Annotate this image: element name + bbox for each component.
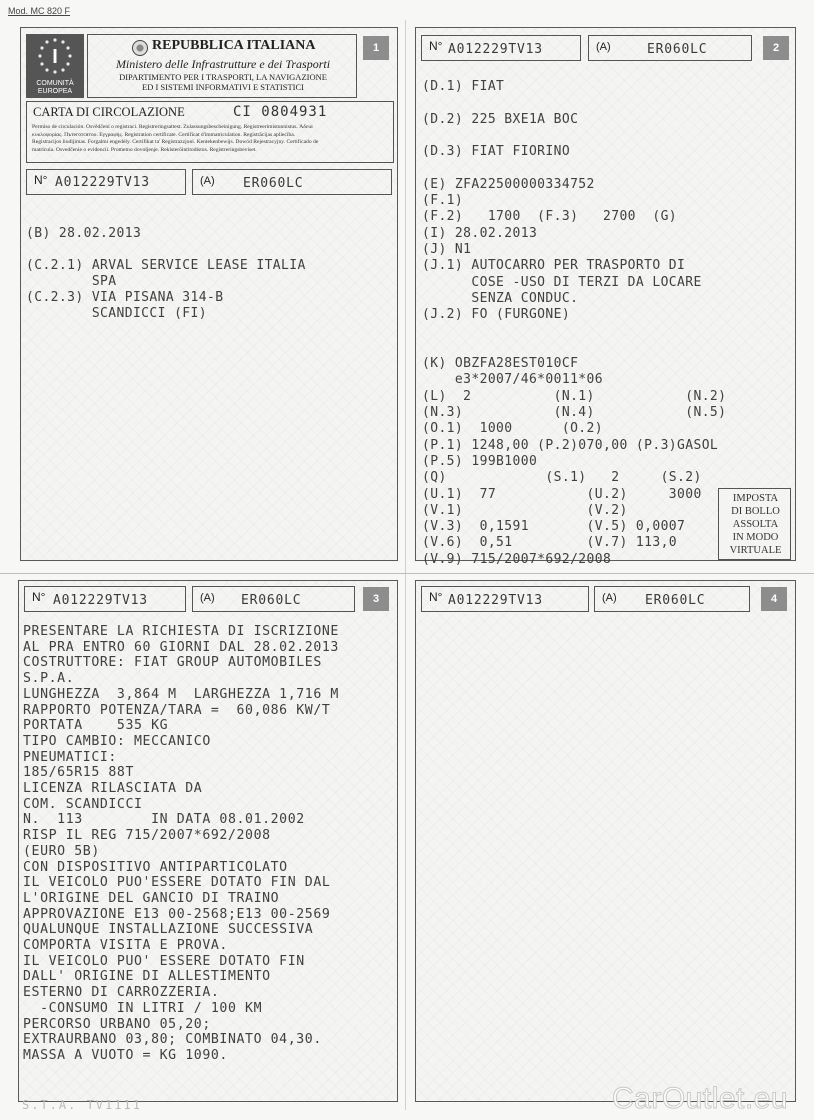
field-line: (C.2.1) ARVAL SERVICE LEASE ITALIA: [26, 258, 306, 273]
page-1: [20, 27, 398, 561]
field-line: e3*2007/46*0011*06: [422, 372, 603, 388]
eu-flag: [26, 34, 84, 98]
registration-number: A012229TV13: [55, 175, 150, 190]
country-letter: I: [52, 46, 58, 68]
carta-label: CARTA DI CIRCOLAZIONE: [33, 105, 185, 119]
translation-line: Registracijos liudijimas. Forgalmi engedély. Certifikat ta' Registrazzjoni. Kentekenbewijs. Dowód Rejestracyjny. Certificado de: [32, 139, 319, 145]
field-line: (D.3) FIAT FIORINO: [422, 144, 571, 160]
watermark: CarOutlet.eu: [612, 1082, 789, 1115]
imposta-line: DI BOLLO: [731, 506, 780, 517]
field-line: (F.2) 1700 (F.3) 2700 (G): [422, 209, 678, 225]
field-line: (J) N1: [422, 242, 472, 257]
fold-line-vertical: [405, 20, 406, 1110]
field-line: EXTRAURBANO 03,80; COMBINATO 04,30.: [23, 1032, 322, 1048]
field-line: N. 113 IN DATA 08.01.2002: [23, 812, 305, 828]
plate-code: ER060LC: [241, 593, 302, 608]
plate-box: [588, 35, 752, 61]
field-line: (P.5) 199B1000: [422, 453, 538, 469]
page-number-2: 2: [763, 36, 789, 60]
imposta-line: IN MODO: [732, 532, 779, 543]
a-label: (A): [200, 592, 215, 604]
plate-code: ER060LC: [243, 176, 304, 191]
field-line: IL VEICOLO PUO'ESSERE DOTATO FIN DAL: [23, 875, 331, 891]
field-line: COSE -USO DI TERZI DA LOCARE: [422, 274, 702, 290]
republic-title: REPUBBLICA ITALIANA: [152, 38, 316, 53]
field-line: (D.2) 225 BXE1A BOC: [422, 111, 579, 127]
field-line: (L) 2 (N.1) (N.2): [422, 388, 727, 404]
field-line: (N.3) (N.4) (N.5): [422, 405, 727, 420]
registration-number: A012229TV13: [53, 593, 148, 608]
field-line: ESTERNO DI CARROZZERIA.: [23, 985, 220, 1001]
ministry-title: Ministero delle Infrastrutture e dei Trasporti: [115, 57, 331, 71]
field-line: -CONSUMO IN LITRI / 100 KM: [23, 1000, 263, 1016]
n-label: N°: [32, 590, 46, 604]
carta-box: [26, 101, 394, 163]
page-number-4: 4: [761, 587, 787, 611]
imposta-line: VIRTUALE: [729, 545, 782, 556]
field-line: (B) 28.02.2013: [26, 226, 142, 241]
field-line: (C.2.3) VIA PISANA 314-B: [26, 290, 224, 305]
field-line: (E) ZFA22500000334752: [422, 176, 595, 192]
field-line: MASSA A VUOTO = KG 1090.: [23, 1047, 228, 1063]
carta-translations: [32, 124, 392, 154]
field-line: SCANDICCI (FI): [26, 306, 207, 321]
registration-number-box: [26, 169, 186, 195]
field-line: PORTATA 535 KG: [23, 718, 169, 734]
plate-box: [192, 586, 355, 612]
eu-label-line2: EUROPEA: [37, 88, 73, 95]
field-line: 185/65R15 88T: [23, 765, 135, 781]
field-line: (V.6) 0,51 (V.7) 113,0: [422, 535, 678, 551]
field-line: (V.3) 0,1591 (V.5) 0,0007: [422, 519, 686, 535]
field-line: LUNGHEZZA 3,864 M LARGHEZZA 1,716 M: [23, 686, 339, 702]
registration-number: A012229TV13: [448, 42, 543, 57]
registration-number-box: [24, 586, 186, 612]
fold-line-horizontal: [0, 573, 814, 574]
plate-box: [192, 169, 392, 195]
field-line: (D.1) FIAT: [422, 79, 505, 94]
field-line: PNEUMATICI:: [23, 749, 117, 765]
field-line: QUALUNQUE INSTALLAZIONE SUCCESSIVA: [23, 922, 314, 938]
field-line: RAPPORTO POTENZA/TARA = 60,086 KW/T: [23, 702, 331, 718]
plate-code: ER060LC: [645, 593, 706, 608]
field-line: PRESENTARE LA RICHIESTA DI ISCRIZIONE: [23, 624, 339, 639]
field-line: PERCORSO URBANO 05,20;: [23, 1016, 211, 1032]
eu-label-line1: COMUNITÀ: [36, 80, 74, 87]
field-line: (J.1) AUTOCARRO PER TRASPORTO DI: [422, 258, 686, 274]
registration-number-box: [421, 35, 581, 61]
field-line: L'ORIGINE DEL GANCIO DI TRAINO: [23, 890, 280, 906]
field-line: RISP IL REG 715/2007*692/2008: [23, 828, 271, 844]
field-line: SENZA CONDUC.: [422, 290, 579, 306]
page-2: [415, 27, 796, 567]
carta-number: CI 0804931: [233, 104, 328, 120]
n-label: N°: [34, 173, 48, 187]
field-line: IL VEICOLO PUO' ESSERE DOTATO FIN: [23, 953, 305, 969]
a-label: (A): [596, 41, 611, 53]
field-line: (J.2) FO (FURGONE): [422, 307, 571, 323]
registration-number-box: [421, 586, 589, 612]
field-line: (F.1): [422, 193, 464, 209]
imposta-line: IMPOSTA: [732, 493, 779, 504]
field-line: (O.1) 1000 (O.2): [422, 421, 603, 437]
page-3: [18, 580, 398, 1102]
n-label: N°: [429, 590, 443, 604]
field-line: LICENZA RILASCIATA DA: [23, 781, 203, 796]
imposta-line: ASSOLTA: [732, 519, 779, 530]
field-line: (EURO 5B): [23, 843, 100, 859]
field-line: (K) OBZFA28EST010CF: [422, 356, 579, 372]
field-line: (U.1) 77 (U.2) 3000: [422, 486, 702, 502]
field-line: (I) 28.02.2013: [422, 225, 538, 241]
a-label: (A): [602, 592, 617, 604]
eu-label: [26, 80, 84, 96]
plate-box: [594, 586, 750, 612]
field-line: (P.1) 1248,00 (P.2)070,00 (P.3)GASOL: [422, 437, 719, 453]
translation-line: κυκλοφορίας. Пътеготсятоо. Εγγραφής. Registration certificate. Certificat d'immatriculation. Registrācijas apliecība.: [32, 131, 296, 138]
model-label: Mod. MC 820 F: [8, 6, 71, 16]
imposta-stamp: [718, 488, 791, 560]
a-label: (A): [200, 175, 215, 187]
field-line: (Q) (S.1) 2 (S.2): [422, 470, 702, 486]
page-number-3: 3: [363, 587, 389, 611]
footer-code: S.T.A. TV1111: [22, 1098, 142, 1112]
n-label: N°: [429, 39, 443, 53]
field-line: CON DISPOSITIVO ANTIPARTICOLATO: [23, 859, 288, 875]
page-number-1: 1: [363, 36, 389, 60]
field-line: SPA: [26, 274, 117, 289]
emblem-icon: [132, 40, 148, 56]
field-line: TIPO CAMBIO: MECCANICO: [23, 733, 211, 749]
page-4: [415, 580, 796, 1102]
field-line: APPROVAZIONE E13 00-2568;E13 00-2569: [23, 906, 331, 922]
translation-line: matrícula. Osvedčenie o evidencii. Prometno dovoljenje. Rekisteröintitodistus. Registreringsbeviset.: [32, 146, 257, 153]
field-line: (V.9) 715/2007*692/2008: [422, 551, 612, 567]
field-line: S.P.A.: [23, 671, 75, 687]
field-line: COSTRUTTORE: FIAT GROUP AUTOMOBILES: [23, 655, 322, 671]
translation-line: Permiso de circulación. Osvědčení o registraci. Registreringsattest. Zulassungsbescheinigung. Registreerimistunnistus. Άδεια: [32, 124, 313, 130]
field-line: AL PRA ENTRO 60 GIORNI DAL 28.02.2013: [23, 639, 339, 655]
field-line: DALL' ORIGINE DI ALLESTIMENTO: [23, 969, 271, 985]
registration-number: A012229TV13: [448, 593, 543, 608]
plate-code: ER060LC: [647, 42, 708, 57]
field-line: COMPORTA VISITA E PROVA.: [23, 938, 228, 953]
header-box: [87, 34, 357, 98]
field-line: COM. SCANDICCI: [23, 796, 143, 812]
field-line: (V.1) (V.2): [422, 502, 628, 518]
department-line-2: ED I SISTEMI INFORMATIVI E STATISTICI: [142, 82, 304, 92]
department-line-1: DIPARTIMENTO PER I TRASPORTI, LA NAVIGAZIONE: [119, 72, 327, 82]
